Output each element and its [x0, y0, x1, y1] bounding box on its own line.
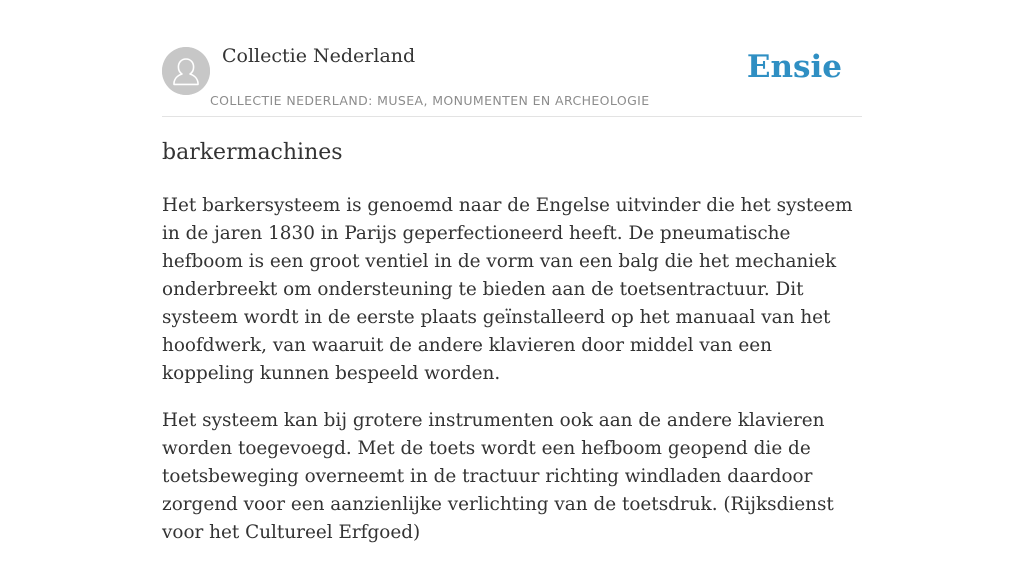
source-name[interactable]: Collectie Nederland — [222, 45, 416, 67]
article-paragraph: Het barkersysteem is genoemd naar de Engelse uitvinder die het systeem in de jaren 1830 in Parijs geperfectioneerd heeft. De pneumatische hefboom is een groot ventiel in de vorm van een balg die het mechaniek onderbreekt om ondersteuning te bieden aan de toetsentractuur. Dit systeem wordt in de eerste plaats geïnstalleerd op het manuaal van het hoofdwerk, van waaruit de andere klavieren door middel van een koppeling kunnen bespeeld worden. — [162, 195, 853, 384]
article-body — [162, 192, 862, 566]
source-header — [162, 40, 862, 117]
ensie-logo[interactable]: Ensie — [746, 49, 842, 85]
source-subtitle[interactable]: COLLECTIE NEDERLAND: MUSEA, MONUMENTEN EN ARCHEOLOGIE — [210, 93, 650, 108]
article-title: barkermachines — [162, 140, 343, 165]
user-icon[interactable] — [162, 47, 210, 95]
article-paragraph: Het systeem kan bij grotere instrumenten ook aan de andere klavieren worden toegevoegd. Met de toets wordt een hefboom geopend die de toetsbeweging overneemt in de tractuur richting windladen daardoor zorgend voor een aanzienlijke verlichting van de toetsdruk. (Rijksdienst voor het Cultureel Erfgoed) — [162, 410, 834, 543]
